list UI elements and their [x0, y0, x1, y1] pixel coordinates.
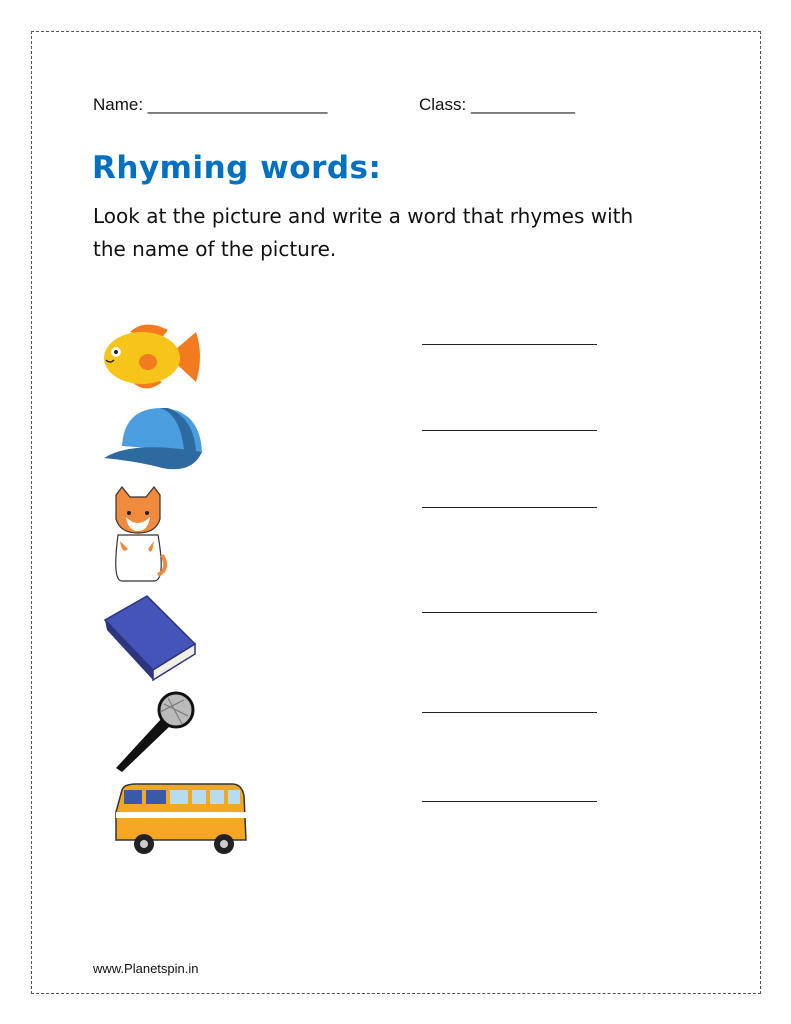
instructions-line-1: Look at the picture and write a word that rhymes with	[93, 204, 634, 228]
fish-icon	[100, 318, 202, 396]
answer-line-5[interactable]	[422, 712, 597, 713]
footer-website: www.Planetspin.in	[93, 961, 199, 976]
answer-line-3[interactable]	[422, 507, 597, 508]
name-field[interactable]: Name: ___________________	[93, 95, 328, 114]
answer-line-1[interactable]	[422, 344, 597, 345]
bus-icon	[112, 782, 248, 858]
answer-line-2[interactable]	[422, 430, 597, 431]
instructions-line-2: the name of the picture.	[93, 237, 337, 261]
answer-line-6[interactable]	[422, 801, 597, 802]
cap-icon	[102, 404, 206, 472]
page-title: Rhyming words:	[92, 150, 382, 186]
book-icon	[103, 594, 197, 682]
class-field[interactable]: Class: ___________	[419, 95, 575, 114]
microphone-icon	[112, 690, 196, 774]
answer-line-4[interactable]	[422, 612, 597, 613]
cat-icon	[108, 485, 168, 583]
